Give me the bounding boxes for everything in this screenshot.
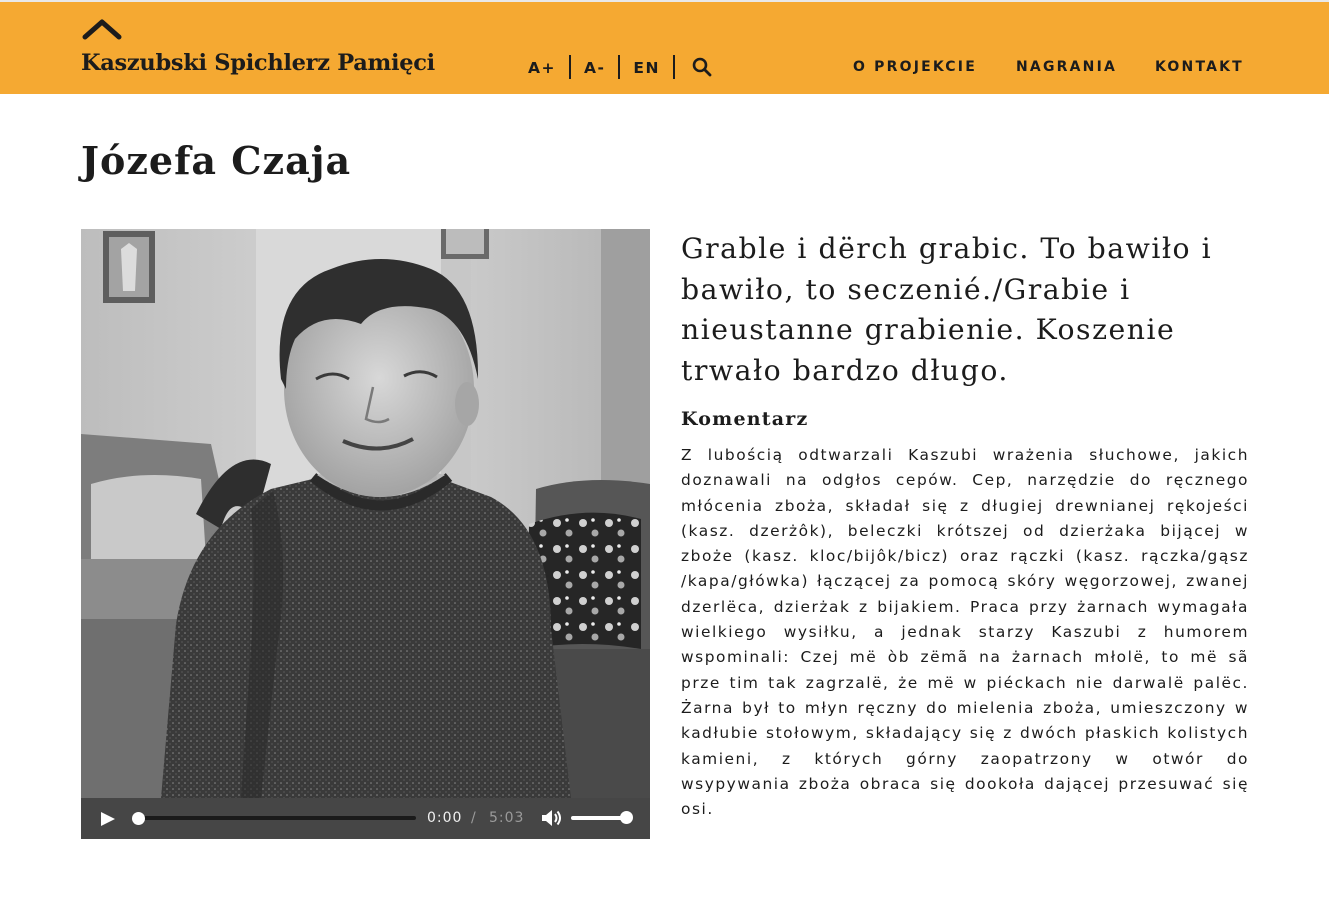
chevron-up-icon[interactable] [82, 16, 122, 40]
duration: 5:03 [489, 810, 525, 826]
search-button[interactable] [675, 55, 724, 79]
accessibility-toolbar [515, 54, 724, 80]
current-time: 0:00 [427, 810, 463, 826]
volume-slider[interactable] [571, 816, 627, 820]
language-button[interactable]: EN [620, 55, 675, 79]
volume-handle[interactable] [620, 811, 633, 824]
comment-heading: Komentarz [681, 408, 809, 430]
search-icon [692, 57, 712, 77]
font-increase-button[interactable]: A+ [515, 55, 571, 79]
progress-handle[interactable] [132, 812, 145, 825]
font-decrease-button[interactable]: A- [571, 55, 620, 79]
nav-o-projekcie[interactable]: O PROJEKCIE [853, 59, 977, 75]
comment-body: Z lubością odtwarzali Kaszubi wrażenia słuchowe, jakich doznawali na odgłos cepów. Cep, narzędzie do ręcznego młócenia zboża, składał się z długiej drewnianej rękojeści (kasz. dzerżôk), beleczki krótszej od dzierżaka bijącej w zboże (kasz. kloc/bijôk/bicz) oraz rączki (kasz. rączka/gąsz /kapa/główka) łączącej za pomocą skóry węgorzowej, zwanej dzerlëca, dzierżak z bijakiem. Praca przy żarnach wymagała wielkiego wysiłku, a jednak starzy Kaszubi z humorem wspominali: Czej më òb zëmã na żarnach młolë, to më sã prze tim tak zagrzalë, że më w piéckach nie darwalë palëc. Żarna był to młyn ręczny do mielenia zboża, umieszczony w kadłubie stołowym, składający się z dwóch płaskich kolistych kamieni, z których górny zaopatrzony w otwór do wsypywania zboża obraca się dookoła dającej przesuwać się osi. [681, 446, 1249, 819]
play-icon[interactable] [100, 812, 116, 826]
volume-icon[interactable] [541, 809, 563, 827]
page-title: Józefa Czaja [81, 138, 352, 183]
nav-kontakt[interactable]: KONTAKT [1155, 59, 1244, 75]
time-separator: / [471, 810, 476, 826]
site-header [0, 0, 1329, 94]
site-title[interactable]: Kaszubski Spichlerz Pamięci [81, 50, 435, 76]
portrait-photo [81, 229, 650, 798]
quote-text: Grable i dërch grabic. To bawiło i bawiło, to seczenié./Grabie i nieustanne grabienie. Koszenie trwało bardzo długo. [681, 232, 1213, 387]
progress-track[interactable] [138, 816, 416, 820]
nav-nagrania[interactable]: NAGRANIA [1016, 59, 1118, 75]
